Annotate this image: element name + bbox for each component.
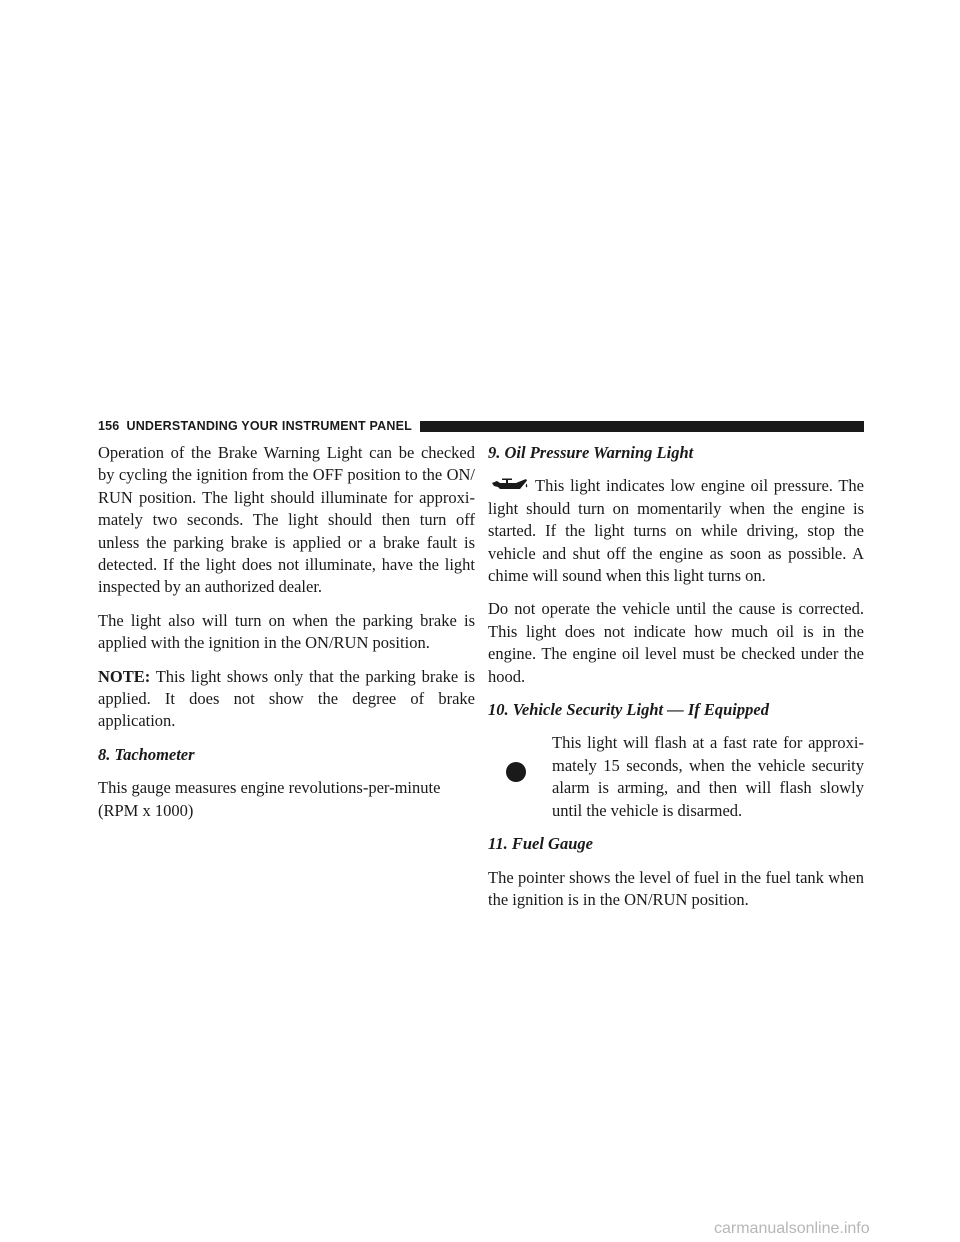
right-column: [488, 442, 864, 922]
page-header: [98, 418, 864, 434]
heading-fuel-gauge: 11. Fuel Gauge: [488, 834, 593, 854]
heading-oil-pressure: 9. Oil Pressure Warning Light: [488, 443, 694, 462]
parking-brake-paragraph: The light also will turn on when the parking brake is applied with the ignition in the ON/RUN position.: [98, 610, 475, 653]
note-text: This light shows only that the parking brake is applied. It does not show the degree of brake application.: [98, 666, 475, 731]
oil-can-icon: [490, 476, 530, 494]
heading-tachometer: 8. Tachometer: [98, 744, 195, 764]
vehicle-security-block: [488, 732, 864, 822]
tachometer-paragraph: This gauge measures engine revolutions-per-minute (RPM x 1000): [98, 778, 441, 820]
note-label: NOTE:: [98, 666, 151, 686]
security-dot-icon: [506, 762, 526, 782]
fuel-gauge-paragraph: The pointer shows the level of fuel in the fuel tank when the ignition is in the ON/RUN position.: [488, 867, 864, 909]
section-title: UNDERSTANDING YOUR INSTRUMENT PANEL: [126, 419, 412, 433]
note-paragraph: [98, 666, 475, 733]
oil-pressure-paragraph: [488, 475, 864, 587]
watermark: carmanualsonline.info: [714, 1220, 870, 1237]
heading-vehicle-security: 10. Vehicle Security Light — If Equipped: [488, 700, 769, 720]
page-number: 156: [98, 419, 120, 433]
brake-light-check-paragraph: Operation of the Brake Warning Light can be checked by cycling the ignition from the OFF position to the ON/ RUN position. The light should illuminate for approxi-mately two seconds. The light should then turn off unless the parking brake is applied or a brake fault is detected. If the light does not illuminate, have the light inspected by an authorized dealer.: [98, 443, 475, 597]
header-rule: [420, 421, 864, 432]
security-icon-wrap: [488, 732, 552, 820]
vehicle-security-paragraph: This light will flash at a fast rate for approxi-mately 15 seconds, when the vehicle security alarm is arming, and then will flash slowly until the vehicle is disarmed.: [552, 733, 864, 820]
oil-pressure-paragraph-2: Do not operate the vehicle until the cause is corrected. This light does not indicate how much oil is in the engine. The engine oil level must be checked under the hood.: [488, 599, 864, 686]
left-column: [98, 442, 475, 833]
oil-pressure-text: This light indicates low engine oil pressure. The light should turn on momentarily when the engine is started. If the light turns on while driving, stop the vehicle and shut off the engine as soon as possible. A chime will sound when this light turns on.: [488, 476, 864, 586]
